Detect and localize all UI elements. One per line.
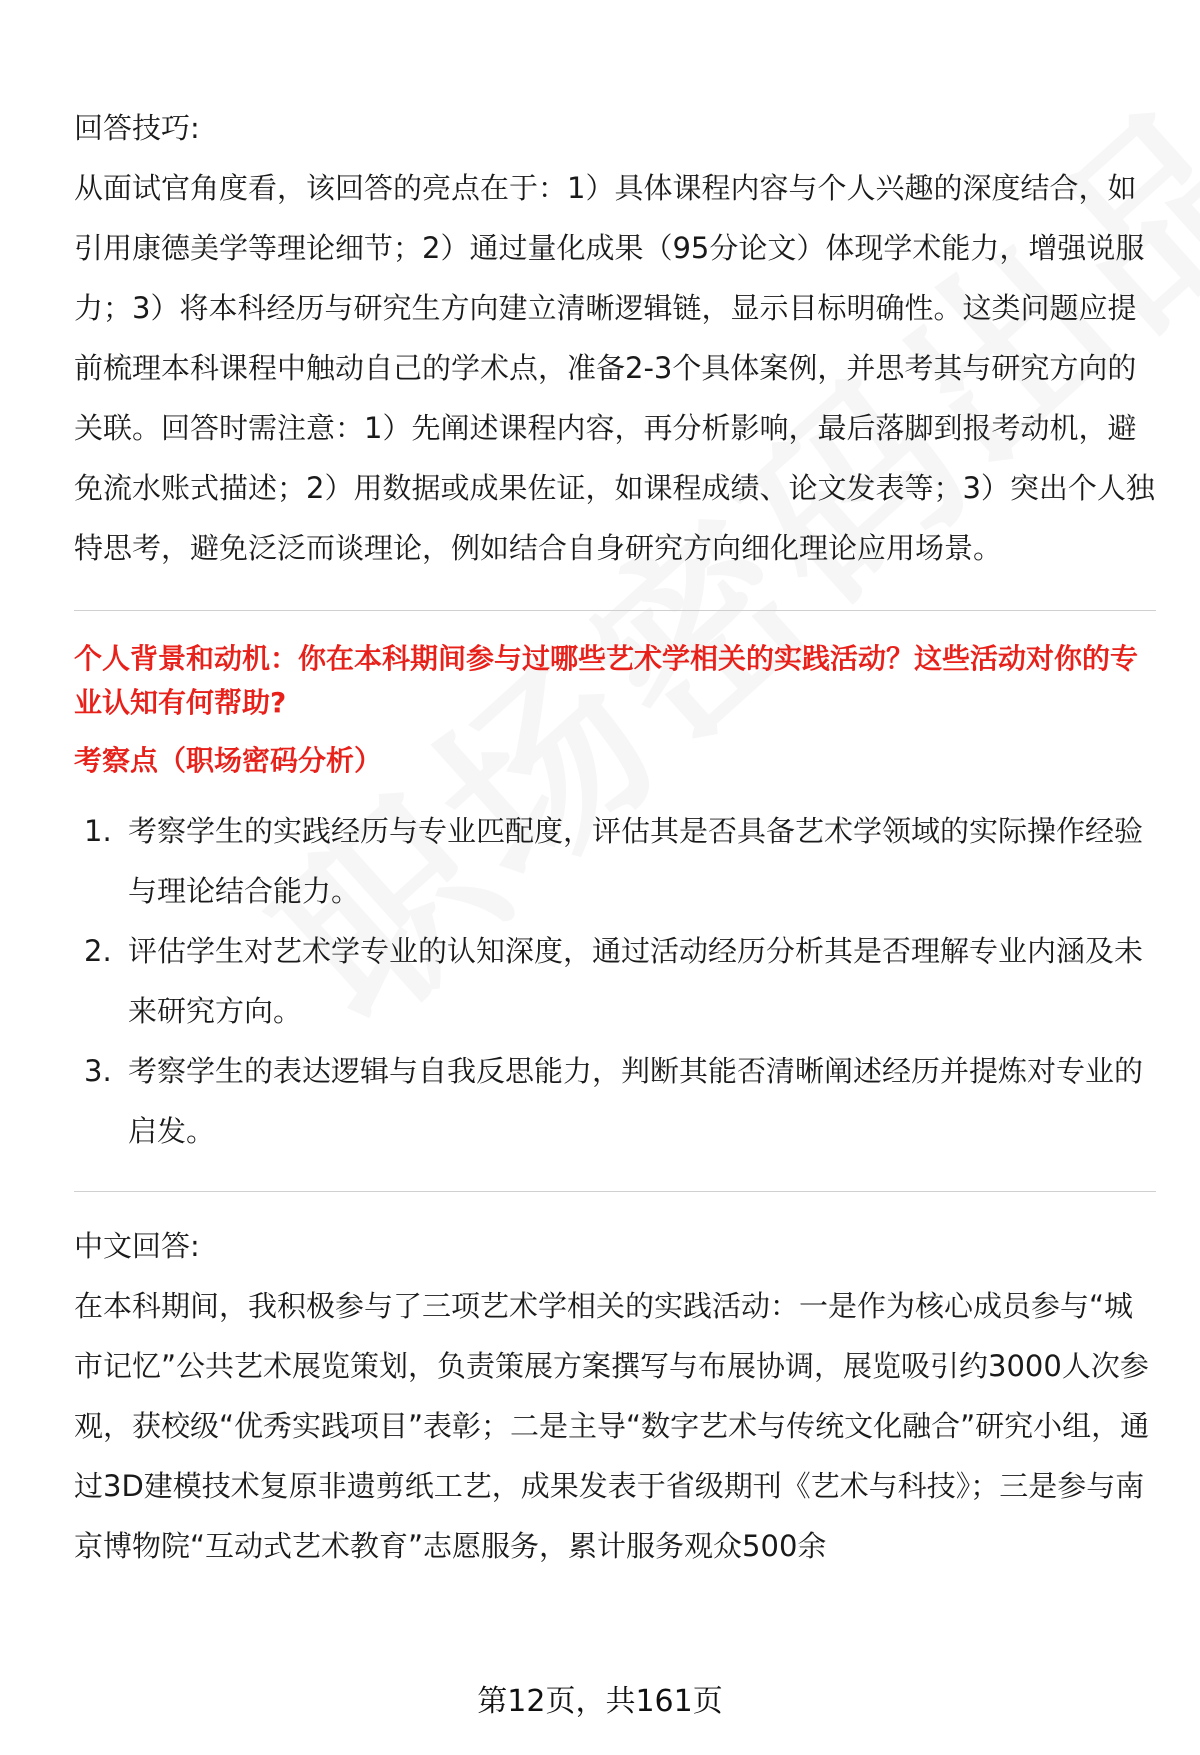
list-item-text: 考察学生的实践经历与专业匹配度，评估其是否具备艺术学领域的实际操作经验与理论结合能力。 [128, 814, 1144, 908]
answer-tips-text: 从面试官角度看，该回答的亮点在于：1）具体课程内容与个人兴趣的深度结合，如引用康德美学等理论细节；2）通过量化成果（95分论文）体现学术能力，增强说服力；3）将本科经历与研究生方向建立清晰逻辑链，显示目标明确性。这类问题应提前梳理本科课程中触动自己的学术点，准备2-3个具体案例，并思考其与研究方向的关联。回答时需注意：1）先阐述课程内容，再分析影响，最后落脚到报考动机，避免流水账式描述；2）用数据或成果佐证，如课程成绩、论文发表等；3）突出个人独特思考，避免泛泛而谈理论，例如结合自身研究方向细化理论应用场景。 [74, 171, 1155, 565]
page-number: 第12页，共161页 [477, 1684, 723, 1719]
assessment-points-title: 考察点（职场密码分析） [74, 744, 383, 777]
list-item-text: 评估学生对艺术学专业的认知深度，通过活动经历分析其是否理解专业内涵及未来研究方向。 [128, 934, 1144, 1028]
list-item [74, 801, 1156, 921]
list-item [74, 921, 1156, 1041]
assessment-points-list [74, 801, 1156, 1161]
page-content [74, 98, 1156, 1576]
list-item-text: 考察学生的表达逻辑与自我反思能力，判断其能否清晰阐述经历并提炼对专业的启发。 [128, 1054, 1144, 1148]
list-item-number: 2. [84, 934, 112, 968]
list-item-number: 3. [84, 1054, 112, 1088]
answer-tips-label: 回答技巧: [74, 111, 200, 145]
list-item-number: 1. [84, 814, 112, 848]
question-title: 个人背景和动机：你在本科期间参与过哪些艺术学相关的实践活动？这些活动对你的专业认知有何帮助? [74, 642, 1139, 719]
list-item [74, 1041, 1156, 1161]
chinese-answer-label: 中文回答: [74, 1229, 200, 1263]
chinese-answer-text: 在本科期间，我积极参与了三项艺术学相关的实践活动：一是作为核心成员参与“城市记忆”公共艺术展览策划，负责策展方案撰写与布展协调，展览吸引约3000人次参观，获校级“优秀实践项目”表彰；二是主导“数字艺术与传统文化融合”研究小组，通过3D建模技术复原非遗剪纸工艺，成果发表于省级期刊《艺术与科技》；三是参与南京博物院“互动式艺术教育”志愿服务，累计服务观众500余 [74, 1289, 1150, 1563]
